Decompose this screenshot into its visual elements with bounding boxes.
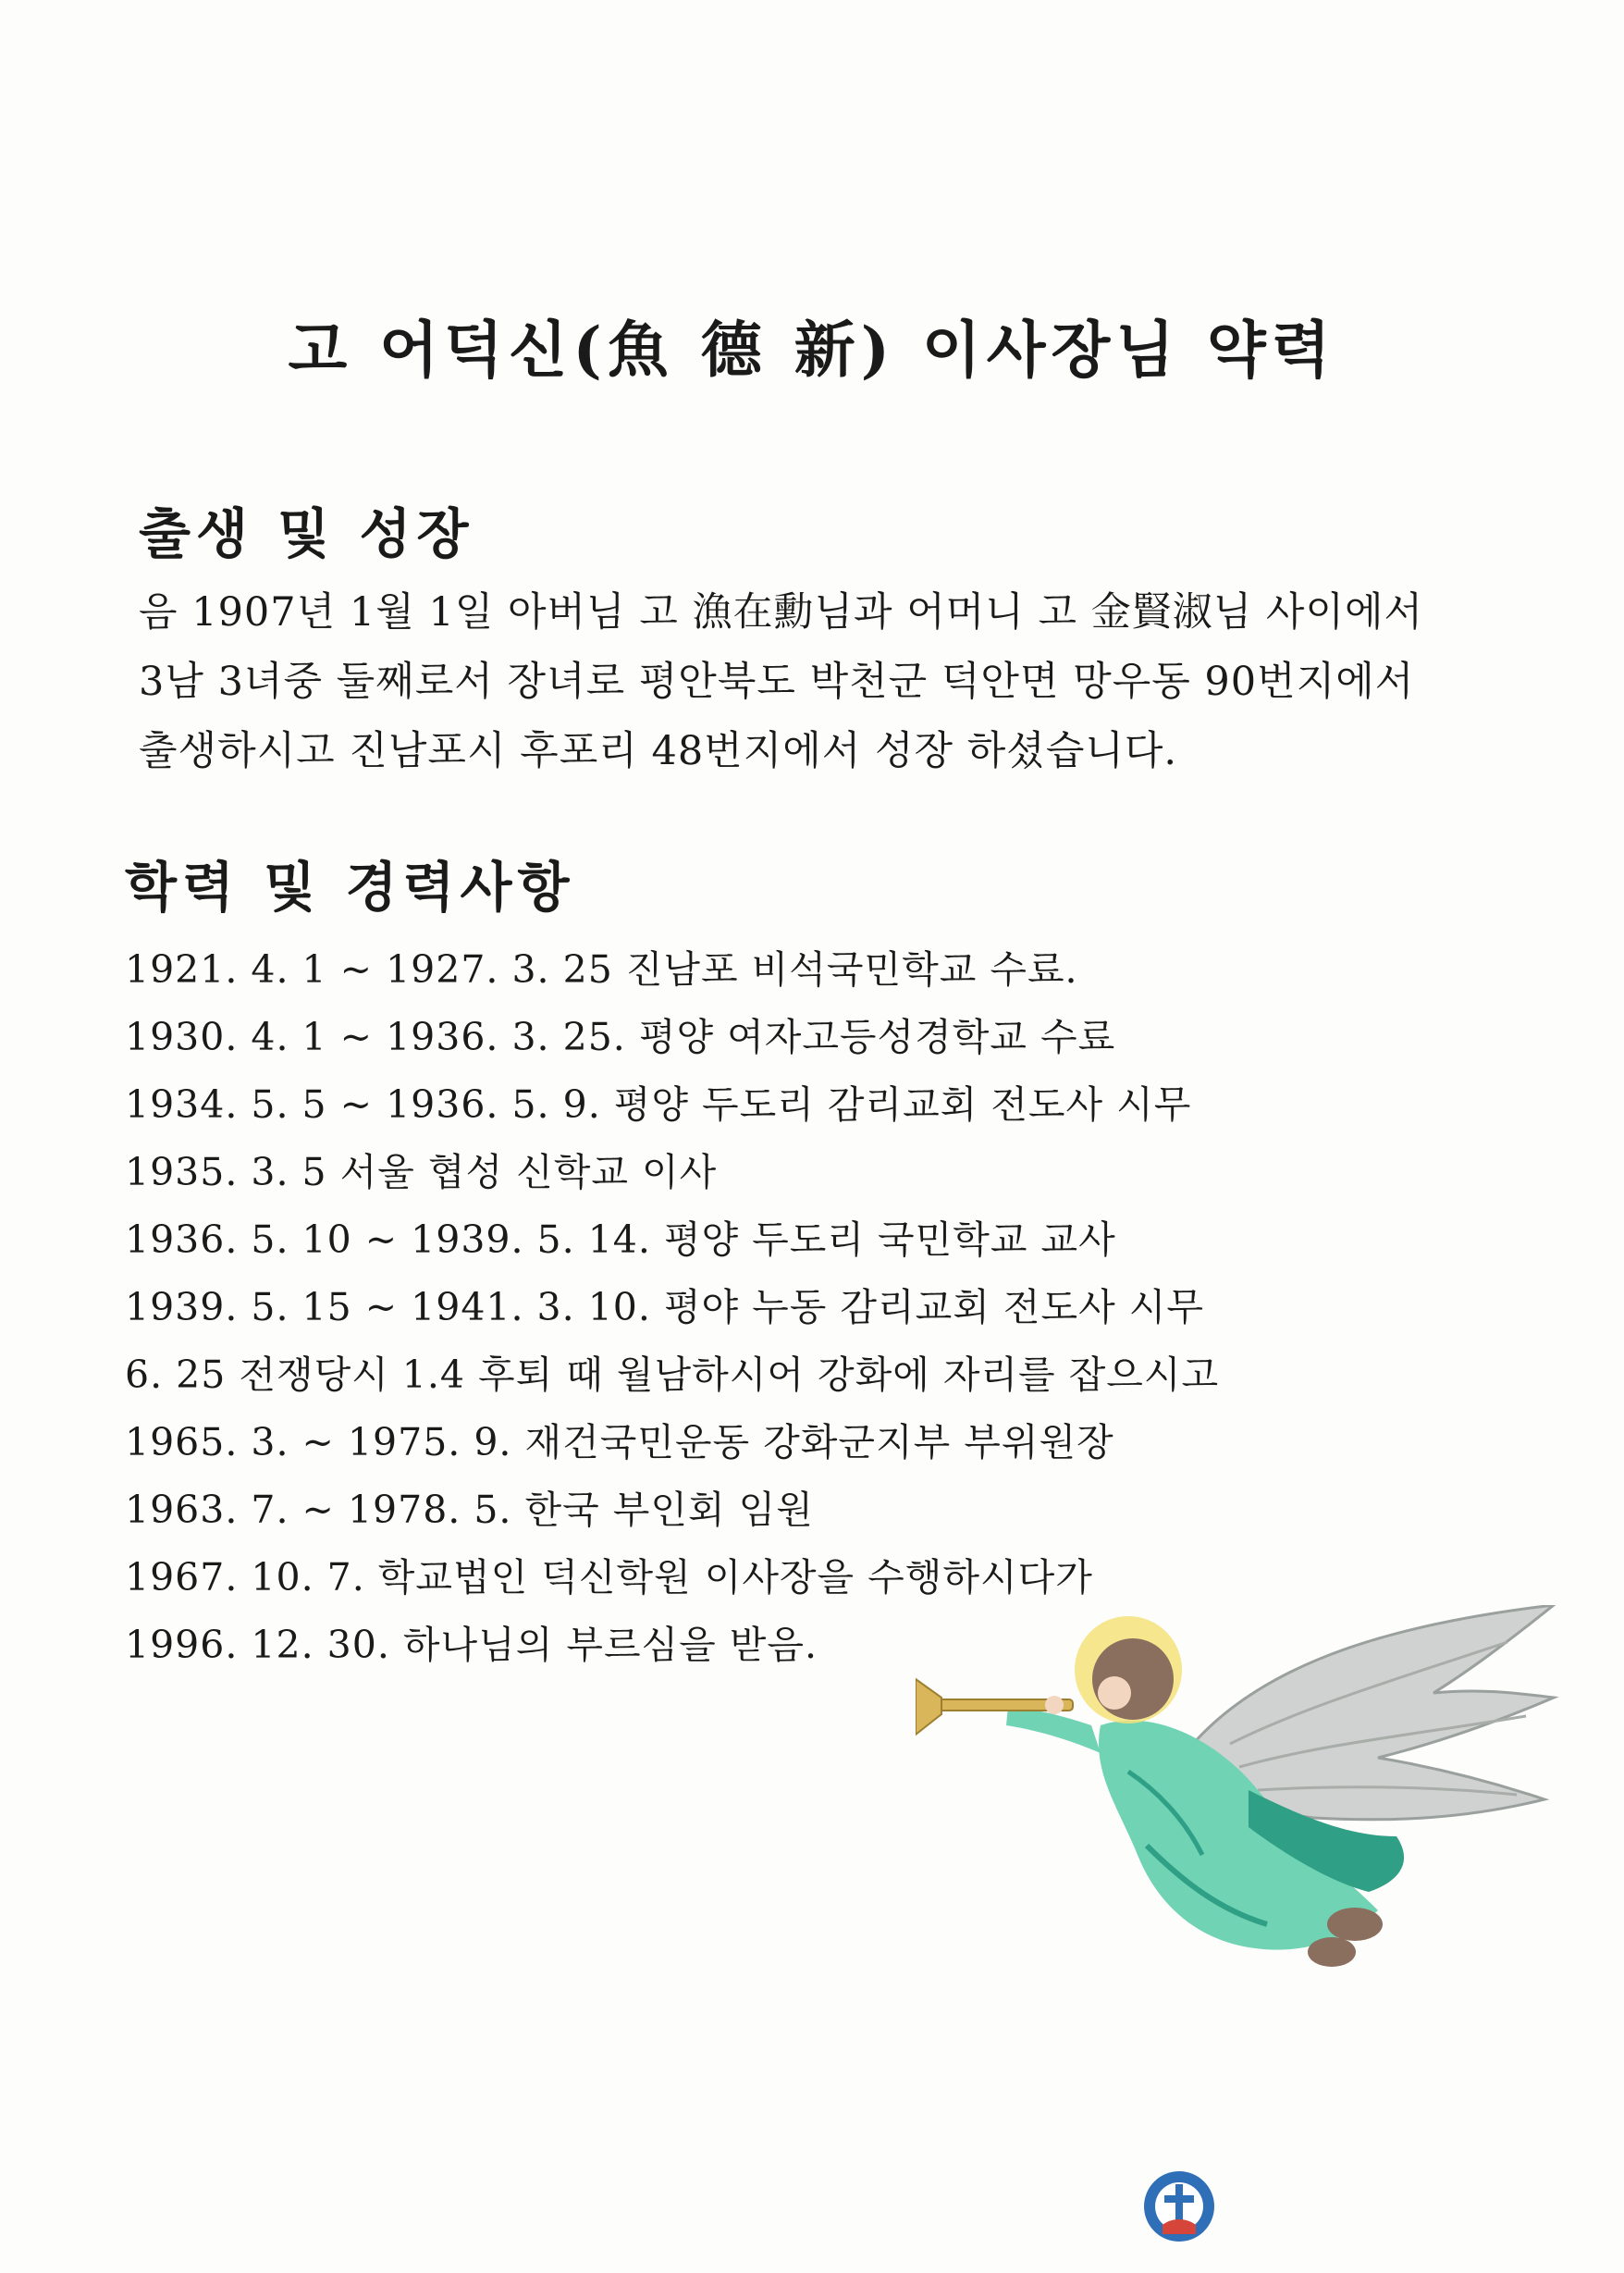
birth-line: 음 1907년 1월 1일 아버님 고 漁在勳님과 어머니 고 金賢淑님 사이에서: [139, 589, 1424, 636]
career-item: 1965. 3. ~ 1975. 9. 재건국민운동 강화군지부 부위원장: [125, 1420, 1114, 1464]
career-item: 1930. 4. 1 ~ 1936. 3. 25. 평양 여자고등성경학교 수료: [125, 1015, 1116, 1059]
page-title: 고 어덕신(魚 德 新) 이사장님 약력: [288, 314, 1336, 386]
career-item: 1936. 5. 10 ~ 1939. 5. 14. 평양 두도리 국민학교 교사: [125, 1217, 1116, 1262]
birth-section-heading: 출생 및 성장: [139, 502, 474, 565]
career-item: 6. 25 전쟁당시 1.4 후퇴 때 월남하시어 강화에 자리를 잡으시고: [125, 1353, 1220, 1397]
career-item: 1996. 12. 30. 하나님의 부르심을 받음.: [125, 1623, 818, 1667]
career-item: 1921. 4. 1 ~ 1927. 3. 25 진남포 비석국민학교 수료.: [125, 947, 1078, 992]
birth-line: 출생하시고 진남포시 후포리 48번지에서 성장 하셨습니다.: [139, 728, 1178, 774]
career-item: 1939. 5. 15 ~ 1941. 3. 10. 평야 누동 감리교회 전도사 시무: [125, 1285, 1204, 1329]
angel-head: [1075, 1616, 1182, 1723]
career-list: [125, 936, 1438, 1679]
birth-paragraph: [139, 578, 1535, 786]
career-item: 1935. 3. 5 서울 협성 신학교 이사: [125, 1150, 718, 1194]
birth-line: 3남 3녀중 둘째로서 장녀로 평안북도 박천군 덕안면 망우동 90번지에서: [139, 659, 1415, 705]
career-item: 1963. 7. ~ 1978. 5. 한국 부인회 임원: [125, 1488, 814, 1532]
career-section-heading: 학력 및 경력사항: [125, 856, 575, 919]
trumpet-angel-icon: [916, 1605, 1563, 1994]
school-emblem-icon: [1142, 2169, 1216, 2243]
career-item: 1967. 10. 7. 학교법인 덕신학원 이사장을 수행하시다가: [125, 1555, 1093, 1600]
career-item: 1934. 5. 5 ~ 1936. 5. 9. 평양 두도리 감리교회 전도사 시무: [125, 1082, 1192, 1127]
